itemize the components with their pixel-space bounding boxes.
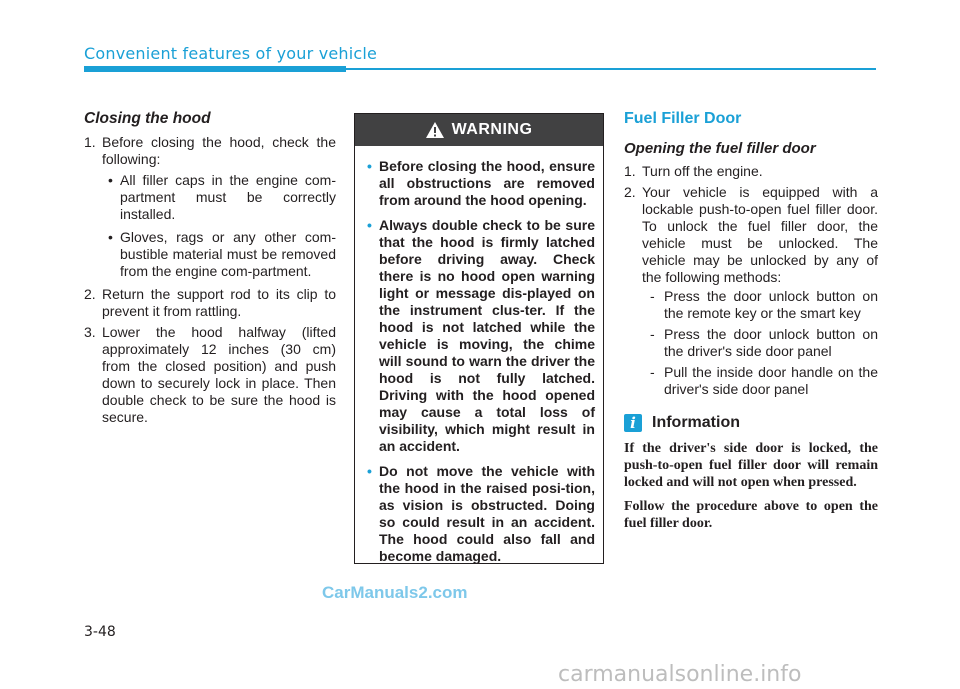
- information-label: Information: [652, 414, 740, 431]
- step-text: Before closing the hood, check the following:: [102, 134, 336, 167]
- warning-label: WARNING: [451, 121, 533, 138]
- step-1-checklist: [102, 172, 336, 280]
- warning-header: [355, 114, 603, 146]
- step-text: Turn off the engine.: [642, 163, 763, 179]
- unlock-methods-list: [642, 288, 878, 398]
- step-number: 1.: [84, 134, 96, 150]
- closing-hood-heading: Closing the hood: [84, 110, 211, 127]
- closing-hood-steps: [84, 134, 336, 426]
- section-header-title: Convenient features of your vehicle: [84, 44, 378, 63]
- step-number: 3.: [84, 324, 96, 340]
- right-column: [624, 110, 878, 539]
- closing-step-3: [84, 324, 336, 426]
- information-paragraph: Follow the procedure above to open the fuel filler door.: [624, 499, 878, 531]
- opening-fuel-door-subtitle: Opening the fuel filler door: [624, 140, 816, 157]
- step-text: Your vehicle is equipped with a lockable push-to-open fuel filler door. To unlock the fuel filler door, the vehicle must be unlocked. The vehicle may be unlocked by any of the following methods:: [642, 184, 878, 285]
- closing-step-1: [84, 134, 336, 280]
- warning-box: [354, 113, 604, 564]
- checklist-item: • Gloves, rags or any other com-bustible material must be removed from the engine com-partment.: [102, 229, 336, 280]
- fuel-step-1: [624, 163, 878, 180]
- warning-item: • Before closing the hood, ensure all obstructions are removed from around the hood opening.: [367, 158, 595, 209]
- watermark-logo-text: CarManuals2.com: [322, 583, 468, 602]
- header-accent-bar: [84, 66, 346, 72]
- closing-step-2: [84, 286, 336, 320]
- header-rule: [346, 68, 876, 70]
- unlock-method: - Press the door unlock button on the driver's side door panel: [642, 326, 878, 360]
- warning-item: • Always double check to be sure that the hood is firmly latched before driving away. Check there is no hood open warning light or message dis-played on the instrument clus-ter. If the hood is not latched while the vehicle is moving, the chime will sound to warn the driver the hood is not fully latched. Driving with the hood opened may cause a total loss of visibility, which might result in an accident.: [367, 217, 595, 455]
- step-number: 1.: [624, 163, 636, 179]
- unlock-method: - Press the door unlock button on the remote key or the smart key: [642, 288, 878, 322]
- fuel-step-2: [624, 184, 878, 398]
- information-header: [624, 414, 878, 432]
- info-icon: i: [624, 414, 642, 432]
- warning-list: [367, 158, 595, 573]
- fuel-door-steps: [624, 163, 878, 398]
- step-text: Lower the hood halfway (lifted approximately 12 inches (30 cm) from the closed position) and push down to securely lock in place. Then double check to be sure the hood is secure.: [102, 324, 336, 425]
- unlock-method: - Pull the inside door handle on the driver's side door panel: [642, 364, 878, 398]
- information-paragraph: If the driver's side door is locked, the push-to-open fuel filler door will remain locked and will not open when pressed.: [624, 441, 878, 490]
- left-column: [84, 110, 336, 430]
- watermark-site-text: carmanualsonline.info: [558, 662, 802, 687]
- page-number: 3-48: [84, 624, 116, 640]
- checklist-item: • All filler caps in the engine com-partment must be correctly installed.: [102, 172, 336, 223]
- fuel-filler-door-title: Fuel Filler Door: [624, 110, 742, 127]
- warning-triangle-icon: [426, 122, 444, 138]
- warning-item: • Do not move the vehicle with the hood in the raised posi-tion, as vision is obstructed. Doing so could result in an accident. The hood could also fall and become damaged.: [367, 463, 595, 565]
- step-text: Return the support rod to its clip to prevent it from rattling.: [102, 286, 336, 319]
- step-number: 2.: [84, 286, 96, 302]
- step-number: 2.: [624, 184, 636, 200]
